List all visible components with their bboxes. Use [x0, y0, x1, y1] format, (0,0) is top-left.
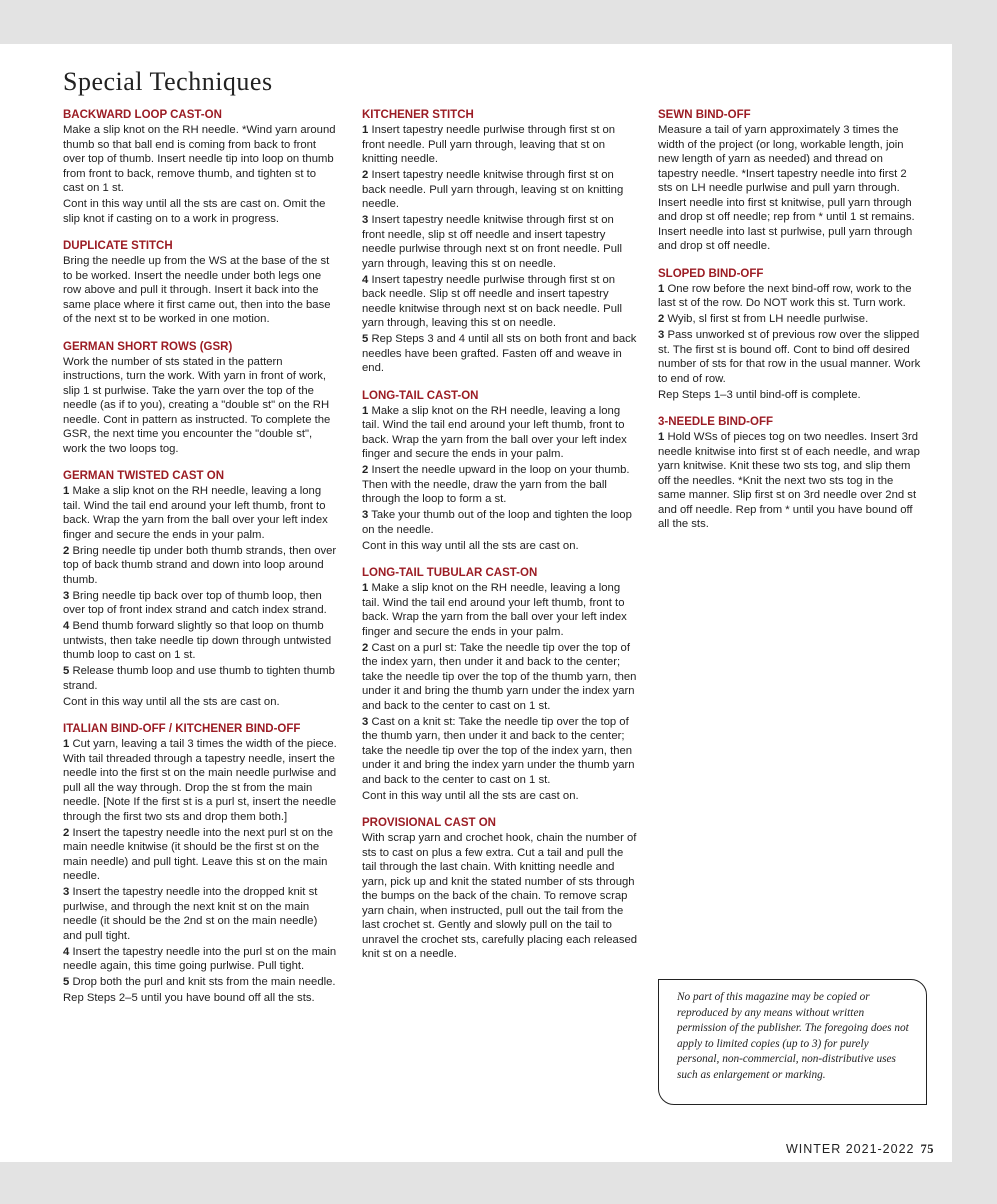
step-number: 1 — [362, 124, 369, 136]
step-number: 4 — [63, 945, 70, 958]
paragraph-text: Work the number of sts stated in the pattern instructions, turn the work. With yarn in front of work, slip 1 st purlwise. Take the yarn over the top of the needle (as if to you), creating a "double st" on the RH needle. Cont in pattern as instructed. To complete the GSR, the next time you encounter the "double st", work the two loops tog. — [63, 355, 331, 455]
paragraph-text: Bend thumb forward slightly so that loop on thumb untwists, then take needle tip down through untwisted thumb loop to cast on 1 st. — [63, 620, 332, 661]
step-number: 3 — [362, 214, 369, 226]
paragraph — [63, 355, 339, 457]
step-paragraph — [362, 715, 638, 788]
paragraph-text: Rep Steps 3 and 4 until all sts on both front and back needles have been grafted. Fasten off and weave in end. — [362, 333, 637, 374]
step-number: 1 — [362, 582, 369, 594]
paragraph-text: Make a slip knot on the RH needle. *Wind yarn around thumb so that ball end is coming from back to front over top of thumb. Insert needle tip into loop on thumb from front to back, remove thumb, and tighten st to cast on 1 st. — [63, 124, 336, 194]
section-heading: KITCHENER STITCH — [362, 109, 474, 121]
step-paragraph — [63, 619, 339, 663]
step-paragraph — [658, 282, 924, 311]
section-heading: SLOPED BIND-OFF — [658, 267, 764, 280]
step-paragraph — [658, 328, 924, 386]
section-heading: LONG-TAIL CAST-ON — [362, 389, 479, 402]
paragraph-text: Make a slip knot on the RH needle, leaving a long tail. Wind the tail end around your left thumb, front to back. Wrap the yarn from the ball over your left index finger and secure the ends in your palm. — [362, 582, 627, 638]
step-paragraph — [63, 484, 339, 542]
paragraph-text: Cast on a purl st: Take the needle tip over the top of the index yarn, then under it and back to the center; take the needle tip over the top of the thumb yarn, then under it and bring the thumb yarn under the index yarn and back to the center to cast on 1 st. — [362, 641, 637, 712]
step-number: 5 — [362, 333, 369, 345]
paragraph-text: Insert the tapestry needle into the purl st on the main needle again, this time going purlwise. Pull tight. — [63, 945, 337, 972]
paragraph-text: Make a slip knot on the RH needle, leaving a long tail. Wind the tail end around your left thumb, front to back. Wrap the yarn from the ball over your left index finger and secure the ends in your palm. — [362, 404, 627, 460]
step-paragraph — [362, 404, 638, 462]
paragraph-text: Insert the tapestry needle into the dropped knit st purlwise, and through the next knit st on the main needle (it should be the 2nd st on the main needle) and pull tight. — [63, 886, 318, 942]
magazine-page — [0, 44, 952, 1162]
paragraph-text: Drop both the purl and knit sts from the main needle. — [72, 976, 336, 988]
issue-label: WINTER 2021-2022 — [785, 1142, 915, 1156]
paragraph — [362, 789, 638, 804]
paragraph-text: Wyib, sl first st from LH needle purlwise. — [667, 313, 869, 325]
paragraph-text: Release thumb loop and use thumb to tighten thumb strand. — [63, 665, 335, 692]
step-paragraph — [362, 581, 638, 639]
technique-section — [658, 415, 924, 532]
step-paragraph — [362, 508, 638, 537]
step-number: 2 — [362, 464, 369, 476]
paragraph-text: Measure a tail of yarn approximately 3 times the width of the project (or long, workable length, join new length of yarn as needed) and thread on tapestry needle. *Insert tapestry needle into first 2 sts on LH needle purlwise and pull yarn through. Insert needle into first st knitwise, pull yarn through and drop st off needle; rep from * until 1 st remains. Insert needle into last st purlwise, pull yarn through and drop st off needle. — [658, 124, 915, 252]
step-paragraph — [362, 332, 638, 376]
step-paragraph — [362, 463, 638, 507]
step-number: 1 — [63, 485, 70, 497]
paragraph — [63, 991, 339, 1006]
paragraph-text: Rep Steps 1–3 until bind-off is complete. — [658, 388, 861, 401]
paragraph-text: Bring needle tip under both thumb strands, then over top of back thumb strand and down into loop around thumb. — [63, 544, 337, 586]
step-paragraph — [362, 123, 638, 167]
step-number: 3 — [362, 715, 369, 728]
column-3 — [658, 108, 924, 545]
step-paragraph — [658, 430, 924, 532]
paragraph-text: Cont in this way until all the sts are cast on. — [63, 695, 280, 708]
step-number: 3 — [362, 509, 369, 521]
technique-section — [63, 340, 339, 457]
paragraph-text: Insert the tapestry needle into the next purl st on the main needle knitwise (it should be the first st on the main needle) and pull tight. Leave this st on the main needle. — [63, 826, 334, 882]
step-paragraph — [63, 544, 339, 588]
section-heading: GERMAN TWISTED CAST ON — [63, 470, 224, 482]
step-number: 4 — [63, 620, 70, 632]
section-heading: DUPLICATE STITCH — [63, 240, 173, 252]
paragraph-text: Insert tapestry needle purlwise through first st on front needle. Pull yarn through, leaving that st on knitting needle. — [362, 124, 616, 165]
technique-section — [658, 108, 924, 254]
paragraph-text: Cont in this way until all the sts are cast on. Omit the slip knot if casting on to a work in progress. — [63, 198, 326, 225]
paragraph-text: Cont in this way until all the sts are cast on. — [362, 539, 579, 552]
step-number: 2 — [658, 313, 665, 325]
paragraph-text: Hold WSs of pieces tog on two needles. Insert 3rd needle knitwise into first st of each needle, and wrap yarn knitwise. Knit these two sts tog, and slip them off the needles. *Knit the next two sts tog in the same manner. Slip first st on 3rd needle over 2nd st and off needle. Rep from * until you have bound off all the sts. — [658, 431, 920, 530]
paragraph — [63, 123, 339, 196]
step-number: 5 — [63, 665, 70, 677]
section-heading: PROVISIONAL CAST ON — [362, 817, 496, 829]
step-number: 3 — [63, 886, 70, 898]
page-number: 75 — [920, 1142, 934, 1156]
technique-section — [362, 816, 638, 962]
section-heading: GERMAN SHORT ROWS (GSR) — [63, 340, 233, 353]
paragraph-text: Take your thumb out of the loop and tighten the loop on the needle. — [362, 509, 632, 536]
technique-section — [658, 267, 924, 403]
paragraph-text: Pass unworked st of previous row over the slipped st. The first st is bound off. Cont to bind off desired number of sts for that row in the usual manner. Work to end of row. — [658, 329, 921, 385]
step-number: 4 — [362, 273, 369, 286]
paragraph — [63, 695, 339, 710]
step-number: 1 — [658, 282, 665, 295]
page-footer — [786, 1142, 934, 1157]
step-number: 2 — [63, 826, 70, 839]
paragraph-text: Cut yarn, leaving a tail 3 times the width of the piece. With tail threaded through a tapestry needle, insert the needle into the first st on the main needle purlwise and pull all the way through. Drop the st from the main needle. [Note If the first st is a purl st, insert the needle through the first two sts and drop them both.] — [63, 738, 337, 823]
paragraph — [63, 254, 339, 327]
section-heading: ITALIAN BIND-OFF / KITCHENER BIND-OFF — [63, 723, 301, 735]
technique-section — [362, 389, 638, 554]
step-number: 1 — [362, 404, 369, 417]
paragraph-text: Make a slip knot on the RH needle, leaving a long tail. Wind the tail end around your left thumb, front to back. Wrap the yarn from the ball over your left index finger and secure the ends in your palm. — [63, 485, 328, 541]
step-number: 5 — [63, 976, 70, 988]
technique-section — [63, 108, 339, 226]
column-2 — [362, 108, 638, 975]
step-paragraph — [63, 885, 339, 943]
step-number: 3 — [658, 329, 665, 341]
paragraph-text: Insert the needle upward in the loop on your thumb. Then with the needle, draw the yarn from the ball through the loop to form a st. — [362, 464, 630, 505]
step-number: 3 — [63, 589, 70, 602]
section-heading: 3-NEEDLE BIND-OFF — [658, 416, 773, 428]
paragraph — [362, 831, 638, 962]
paragraph — [362, 539, 638, 554]
paragraph-text: Cast on a knit st: Take the needle tip over the top of the thumb yarn, then under it and back to the center; take the needle tip over the top of the index yarn, then under it and bring the index yarn under the thumb yarn and back to the center to cast on 1 st. — [362, 715, 635, 786]
paragraph-text: Rep Steps 2–5 until you have bound off all the sts. — [63, 992, 315, 1004]
step-number: 1 — [658, 431, 665, 443]
column-1 — [63, 108, 339, 1019]
paragraph — [63, 197, 339, 226]
step-paragraph — [63, 664, 339, 693]
technique-section — [63, 722, 339, 1006]
paragraph-text: Cont in this way until all the sts are cast on. — [362, 789, 579, 802]
step-paragraph — [362, 273, 638, 331]
paragraph-text: Bring needle tip back over top of thumb loop, then over top of front index strand and catch index strand. — [63, 589, 327, 616]
step-paragraph — [63, 737, 339, 824]
technique-section — [362, 566, 638, 803]
step-paragraph — [63, 589, 339, 618]
step-number: 2 — [362, 169, 369, 181]
step-paragraph — [63, 945, 339, 974]
step-paragraph — [658, 312, 924, 327]
step-paragraph — [63, 826, 339, 884]
paragraph-text: Insert tapestry needle purlwise through first st on back needle. Slip st off needle and insert tapestry needle knitwise through next st on back needle. Pull yarn through, leaving this st on needle. — [362, 273, 622, 329]
paragraph-text: One row before the next bind-off row, work to the last st of the row. Do NOT work this st. Turn work. — [658, 282, 912, 309]
paragraph — [658, 123, 924, 254]
technique-section — [63, 239, 339, 327]
step-paragraph — [362, 641, 638, 714]
page-title: Special Techniques — [63, 67, 273, 96]
step-number: 2 — [63, 544, 70, 557]
step-number: 1 — [63, 738, 70, 750]
step-paragraph — [362, 168, 638, 212]
copyright-notice: No part of this magazine may be copied or reproduced by any means without written permission of the publisher. The foregoing does not apply to limited copies (up to 3) for purely personal, non-commercial, non-distributive uses such as enlargement or marking. — [658, 979, 927, 1105]
paragraph-text: Bring the needle up from the WS at the base of the st to be worked. Insert the needle under both legs one row above and pull it through. Insert it back into the same place where it first came out, then into the base of the next st to be worked in one motion. — [63, 255, 331, 325]
step-paragraph — [362, 213, 638, 271]
paragraph-text: Insert tapestry needle knitwise through first st on front needle, slip st off needle and insert tapestry needle purlwise through next st on front needle. Pull yarn through, leaving this st on needle. — [362, 214, 622, 270]
paragraph-text: With scrap yarn and crochet hook, chain the number of sts to cast on plus a few extra. Cut a tail and pull the tail through the last chain. With knitting needle and yarn, pick up and knit the stated number of sts through the bumps on the back of the chain. To remove scrap yarn chain, when instructed, pull out the tail from the last crochet st. Gently and slowly pull on the tail to unravel the crochet sts, carefully placing each released knit st on a needle. — [362, 832, 638, 960]
step-paragraph — [63, 975, 339, 990]
paragraph — [658, 388, 924, 403]
technique-section — [362, 108, 638, 376]
paragraph-text: Insert tapestry needle knitwise through first st on back needle. Pull yarn through, leaving st on knitting needle. — [362, 169, 624, 210]
step-number: 2 — [362, 641, 369, 654]
section-heading: SEWN BIND-OFF — [658, 109, 751, 121]
technique-section — [63, 469, 339, 709]
section-heading: BACKWARD LOOP CAST-ON — [63, 109, 222, 121]
section-heading: LONG-TAIL TUBULAR CAST-ON — [362, 567, 538, 579]
